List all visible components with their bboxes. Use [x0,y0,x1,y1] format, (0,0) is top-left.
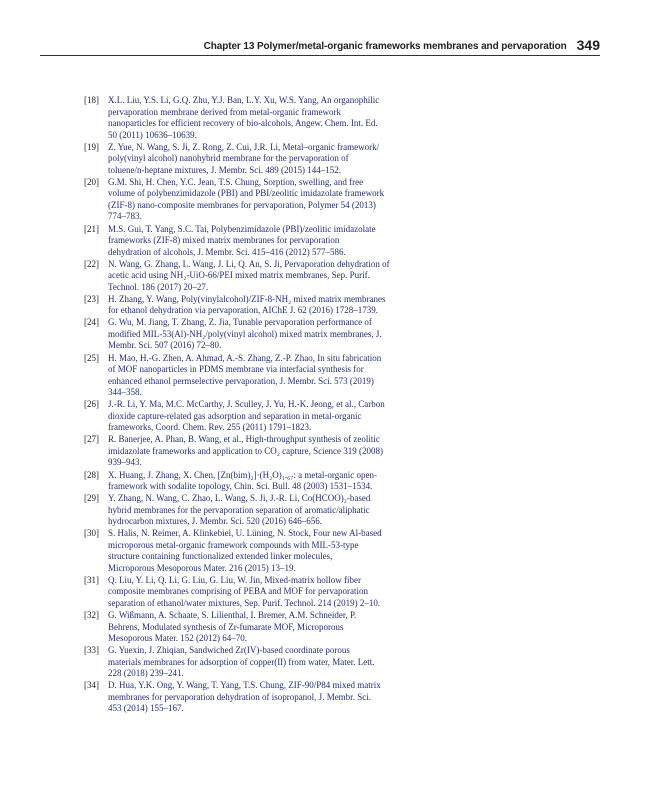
reference-item [84,434,454,469]
reference-line: framework with sodalite topology, Chin. Sci. Bull. 48 (2003) 1531–1534. [108,481,373,492]
reference-line: modified MIL-53(Al)-NH₂/poly(vinyl alcohol) mixed matrix membranes, J. [108,328,382,339]
reference-text [108,434,454,469]
reference-line: 344–358. [108,387,142,398]
reference-number: [28] [84,469,99,480]
header-rule [40,55,600,56]
reference-item [84,353,454,399]
reference-text [108,470,454,493]
reference-line: R. Banerjee, A. Phan, B. Wang, et al., High-throughput synthesis of zeolitic [108,434,380,445]
reference-line: composite membranes comprising of PEBA and MOF for pervaporation [108,586,368,597]
reference-item [84,610,454,645]
reference-number: [22] [84,258,99,269]
reference-line: H. Mao, H.-G. Zhen, A. Ahmad, A.-S. Zhang, Z.-P. Zhao, In situ fabrication [108,352,382,363]
reference-line: membranes for pervaporation dehydration of isopropanol, J. Membr. Sci. [108,691,371,702]
reference-line: Q. Liu, Y. Li, Q. Li, G. Liu, G. Liu, W. Jin, Mixed-matrix hollow fiber [108,574,361,585]
reference-line: H. Zhang, Y. Wang, Poly(vinylalcohol)/ZIF-8-NH₂ mixed matrix membranes [108,293,386,304]
reference-line: 50 (2011) 10636–10639. [108,129,197,140]
reference-line: (ZIF-8) nano-composite membranes for pervaporation, Polymer 54 (2013) [108,199,376,210]
reference-line: pervaporation membrane derived from metal-organic framework [108,106,341,117]
reference-number: [20] [84,176,99,187]
reference-list [84,95,454,715]
reference-number: [19] [84,141,99,152]
reference-line: dehydration of alcohols, J. Membr. Sci. 415–416 (2012) 577–586. [108,246,346,257]
reference-item [84,95,454,141]
reference-item [84,399,454,434]
reference-item [84,294,454,317]
reference-line: G. Wu, M. Jiang, T. Zhang, Z. Jia, Tunable pervaporation performance of [108,317,372,328]
reference-item [84,645,454,680]
reference-item [84,259,454,294]
reference-line: Technol. 186 (2017) 20–27. [108,281,209,292]
reference-text [108,353,454,399]
chapter-title: Chapter 13 Polymer/metal-organic frameworks membranes and pervaporation [203,41,567,52]
reference-line: toluene/n-heptane mixtures, J. Membr. Sci. 489 (2015) 144–152. [108,164,341,175]
reference-text [108,317,454,352]
reference-number: [24] [84,317,99,328]
reference-line: X.L. Liu, Y.S. Li, G.Q. Zhu, Y.J. Ban, L.Y. Xu, W.S. Yang, An organophilic [108,95,380,105]
reference-number: [34] [84,680,99,691]
reference-item [84,177,454,223]
reference-line: Mesoporous Mater. 152 (2012) 64–70. [108,633,247,644]
reference-item [84,142,454,177]
reference-line: 228 (2018) 239–241. [108,668,184,679]
reference-number: [21] [84,223,99,234]
reference-line: frameworks, Coord. Chem. Rev. 255 (2011) 1791–1823. [108,422,312,433]
reference-line: M.S. Gui, T. Yang, S.C. Tai, Polybenzimidazole (PBI)/zeolitic imidazolate [108,223,376,234]
reference-line: J.-R. Li, Y. Ma, M.C. McCarthy, J. Sculley, J. Yu, H.-K. Jeong, et al., Carbon [108,399,385,410]
reference-number: [27] [84,434,99,445]
reference-line: materials membranes for adsorption of copper(II) from water, Mater. Lett. [108,656,375,667]
reference-number: [25] [84,352,99,363]
reference-text [108,177,454,223]
reference-number: [26] [84,399,99,410]
reference-item [84,470,454,493]
reference-text [108,259,454,294]
reference-line: hydrocarbon mixtures, J. Membr. Sci. 520 (2016) 646–656. [108,516,322,527]
page-number: 349 [576,37,600,53]
running-head [40,36,600,54]
reference-line: 453 (2014) 155–167. [108,703,184,714]
reference-line: nanoparticles for efficient recovery of bio-alcohols, Angew. Chem. Int. Ed. [108,118,378,129]
reference-number: [32] [84,610,99,621]
reference-text [108,645,454,680]
reference-line: for ethanol dehydration via pervaporation, AIChE J. 62 (2016) 1728–1739. [108,305,378,316]
reference-text [108,610,454,645]
reference-line: poly(vinyl alcohol) nanohybrid membrane for the pervaporation of [108,153,349,164]
reference-line: N. Wang, G. Zhang, L. Wang, J. Li, Q. An, S. Ji, Pervaporation dehydration of [108,258,390,269]
reference-text [108,224,454,259]
reference-number: [23] [84,293,99,304]
reference-text [108,142,454,177]
reference-line: enhanced ethanol permselective pervaporation, J. Membr. Sci. 573 (2019) [108,375,374,386]
reference-line: separation of ethanol/water mixtures, Sep. Purif. Technol. 214 (2019) 2–10. [108,598,381,609]
reference-item [84,528,454,574]
reference-item [84,680,454,715]
reference-line: volume of polybenzimidazole (PBI) and PBI/zeolitic imidazolate framework [108,188,385,199]
reference-line: G. Yuexin, J. Zhiqian, Sandwiched Zr(IV)-based coordinate porous [108,645,350,656]
reference-text [108,575,454,610]
reference-line: Behrens, Modulated synthesis of Zr-fumarate MOF, Microporous [108,621,344,632]
reference-text [108,528,454,574]
reference-line: microporous metal-organic framework compounds with MIL-53-type [108,539,359,550]
reference-line: 774–783. [108,211,142,222]
reference-line: imidazolate frameworks and application to CO₂ capture, Science 319 (2008) [108,445,384,456]
reference-line: hybrid membranes for the pervaporation separation of aromatic/aliphatic [108,504,370,515]
reference-line: S. Halis, N. Reimer, A. Klinkebiel, U. Lüning, N. Stock, Four new Al-based [108,528,382,539]
reference-line: Y. Zhang, N. Wang, C. Zhao, L. Wang, S. Ji, J.-R. Li, Co(HCOO)₂-based [108,493,371,504]
reference-line: structure containing functionalized extended linker molecules, [108,551,333,562]
reference-text [108,95,454,141]
reference-line: Membr. Sci. 507 (2016) 72–80. [108,340,222,351]
reference-line: D. Hua, Y.K. Ong, Y. Wang, T. Yang, T.S. Chung, ZIF-90/P84 mixed matrix [108,680,381,691]
reference-number: [29] [84,493,99,504]
reference-item [84,317,454,352]
reference-text [108,493,454,528]
reference-text [108,680,454,715]
reference-text [108,294,454,317]
reference-item [84,493,454,528]
reference-line: G.M. Shi, H. Chen, Y.C. Jean, T.S. Chung, Sorption, swelling, and free [108,176,364,187]
reference-line: G. Wißmann, A. Schaate, S. Lilienthal, I. Bremer, A.M. Schneider, P. [108,610,357,621]
reference-line: 939–943. [108,457,142,468]
reference-line: of MOF nanoparticles in PDMS membrane via interfacial synthesis for [108,364,364,375]
reference-line: X. Huang, J. Zhang, X. Chen, [Zn(bim)₂]·(H₂O)₁.₆₇: a metal-organic open- [108,469,377,480]
reference-item [84,575,454,610]
reference-number: [18] [84,95,99,105]
reference-line: Z. Yue, N. Wang, S. Ji, Z. Rong, Z. Cui, J.R. Li, Metal–organic framework/ [108,141,380,152]
reference-line: acetic acid using NH₂-UiO-66/PEI mixed matrix membranes, Sep. Purif. [108,270,370,281]
reference-number: [30] [84,528,99,539]
reference-number: [33] [84,645,99,656]
reference-item [84,224,454,259]
reference-number: [31] [84,574,99,585]
reference-line: Microporous Mesoporous Mater. 216 (2015) 13–19. [108,562,296,573]
reference-text [108,399,454,434]
reference-line: frameworks (ZIF-8) mixed matrix membranes for pervaporation [108,235,340,246]
reference-line: dioxide capture-related gas adsorption and separation in metal-organic [108,410,362,421]
